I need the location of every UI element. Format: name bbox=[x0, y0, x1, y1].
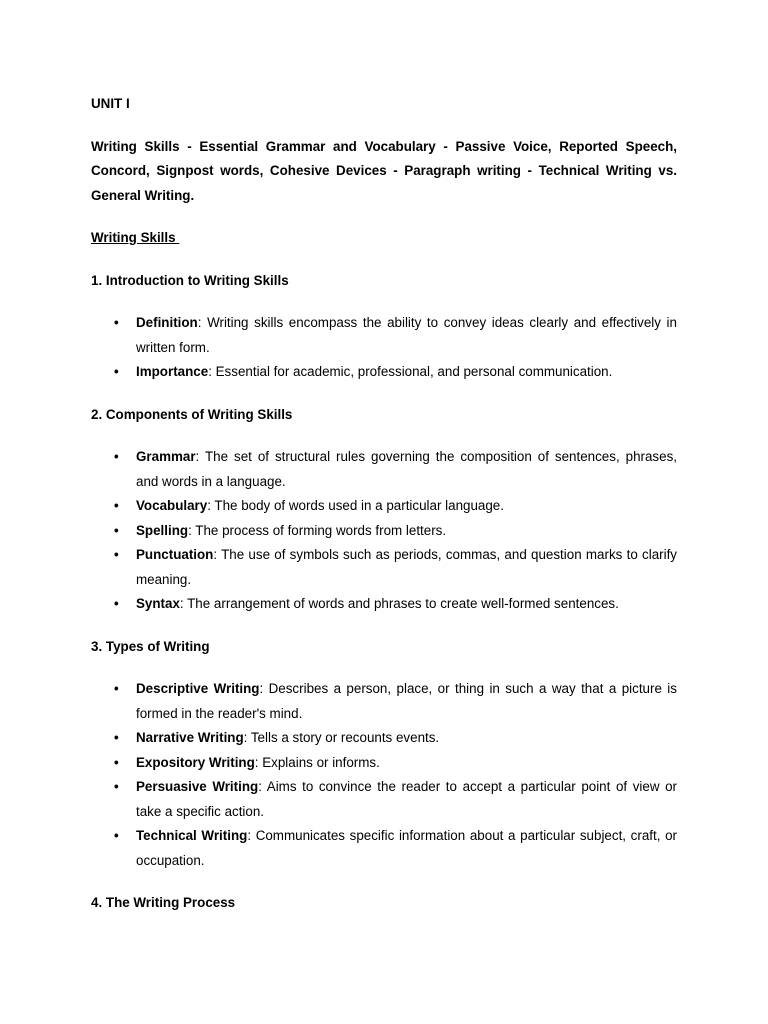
list-item bbox=[114, 824, 677, 873]
bullet-icon: • bbox=[114, 547, 119, 562]
bullet-icon: • bbox=[114, 364, 119, 379]
definition: : The body of words used in a particular language. bbox=[207, 498, 504, 513]
term: Expository Writing bbox=[136, 754, 255, 770]
bullet-icon: • bbox=[114, 779, 119, 794]
list-item bbox=[114, 360, 677, 385]
bullet-list bbox=[91, 445, 677, 617]
term: Definition bbox=[136, 315, 198, 330]
list-item bbox=[114, 311, 677, 360]
definition: : The arrangement of words and phrases to create well-formed sentences. bbox=[179, 596, 619, 611]
term: Technical Writing bbox=[136, 828, 248, 843]
definition: : Aims to convince the reader to accept a particular point of view or take a specific action. bbox=[136, 779, 677, 819]
list-item bbox=[114, 592, 677, 617]
term: Spelling bbox=[136, 522, 189, 538]
section-heading: 4. The Writing Process bbox=[91, 895, 236, 910]
section-heading: 1. Introduction to Writing Skills bbox=[91, 272, 289, 288]
term: Vocabulary bbox=[136, 498, 208, 513]
unit-title: UNIT I bbox=[91, 96, 130, 111]
bullet-list bbox=[91, 311, 677, 385]
list-item bbox=[114, 445, 677, 494]
definition: : Communicates specific information about a particular subject, craft, or occupation. bbox=[136, 828, 677, 868]
list-item bbox=[114, 726, 677, 751]
unit-topics: Writing Skills - Essential Grammar and Vocabulary - Passive Voice, Reported Speech, Concord, Signpost words, Cohesive Devices - Paragraph writing - Technical Writing vs. General Writing. bbox=[91, 138, 677, 203]
term: Narrative Writing bbox=[136, 730, 244, 745]
definition: : Describes a person, place, or thing in such a way that a picture is formed in the reader's mind. bbox=[136, 681, 677, 721]
list-item bbox=[114, 751, 677, 776]
section-heading: 2. Components of Writing Skills bbox=[91, 406, 293, 422]
term: Descriptive Writing bbox=[136, 681, 260, 696]
bullet-icon: • bbox=[114, 681, 119, 696]
list-item bbox=[114, 775, 677, 824]
bullet-icon: • bbox=[114, 596, 119, 611]
list-item bbox=[114, 519, 677, 544]
list-item bbox=[114, 677, 677, 726]
term: Punctuation bbox=[136, 547, 214, 562]
definition: : Writing skills encompass the ability to convey ideas clearly and effectively in written form. bbox=[136, 315, 677, 355]
term: Persuasive Writing bbox=[136, 779, 259, 794]
bullet-icon: • bbox=[114, 754, 119, 770]
bullet-icon: • bbox=[114, 522, 119, 538]
bullet-icon: • bbox=[114, 315, 119, 330]
writing-skills-heading: Writing Skills bbox=[91, 230, 180, 245]
term: Grammar bbox=[136, 449, 196, 464]
list-item bbox=[114, 543, 677, 592]
bullet-icon: • bbox=[114, 498, 119, 513]
definition: : The set of structural rules governing the composition of sentences, phrases, and words in a language. bbox=[136, 449, 677, 489]
bullet-icon: • bbox=[114, 730, 119, 745]
section-heading: 3. Types of Writing bbox=[91, 638, 210, 654]
bullet-icon: • bbox=[114, 449, 119, 464]
bullet-list bbox=[91, 677, 677, 873]
definition: : The use of symbols such as periods, commas, and question marks to clarify meaning. bbox=[136, 547, 677, 587]
definition: : Essential for academic, professional, and personal communication. bbox=[208, 364, 613, 379]
list-item bbox=[114, 494, 677, 519]
term: Syntax bbox=[136, 596, 180, 611]
bullet-icon: • bbox=[114, 828, 119, 843]
definition: : Tells a story or recounts events. bbox=[243, 730, 440, 745]
term: Importance bbox=[136, 364, 209, 379]
definition: : Explains or informs. bbox=[254, 754, 380, 770]
definition: : The process of forming words from letters. bbox=[188, 522, 447, 538]
